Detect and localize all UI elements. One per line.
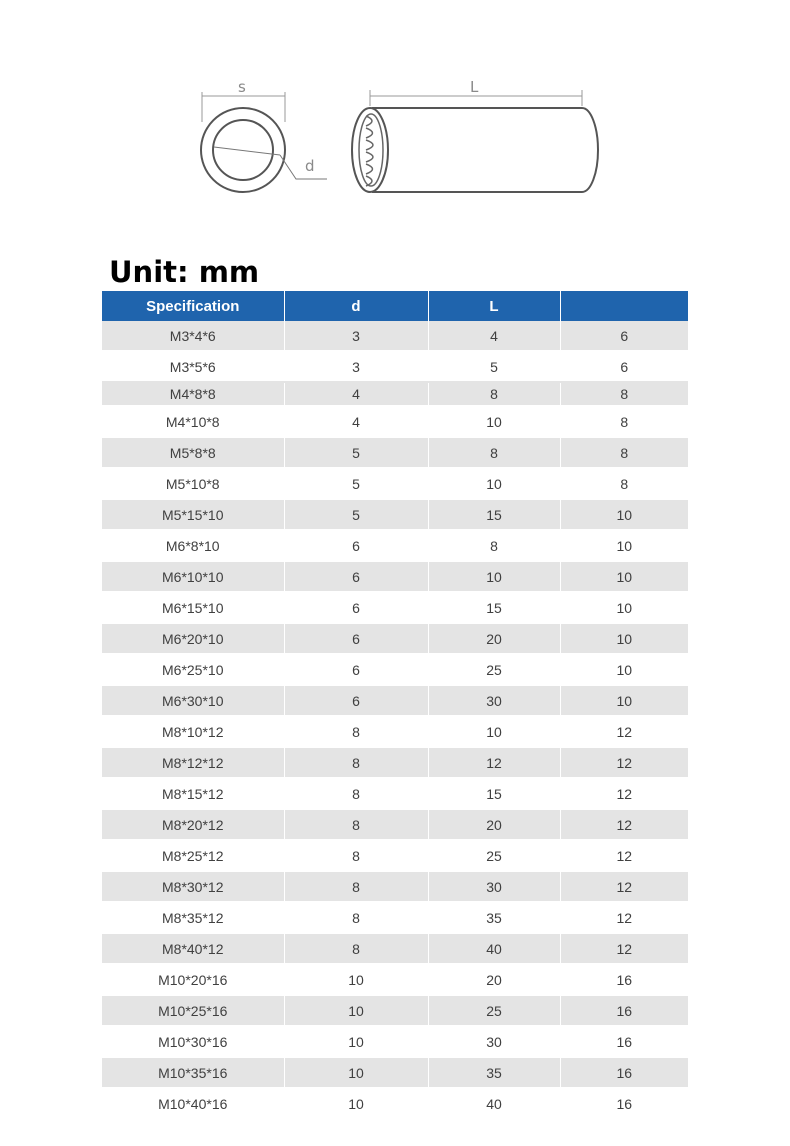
- cell-s: 12: [560, 747, 688, 778]
- cell-s: 8: [560, 437, 688, 468]
- table-header-row: [102, 291, 688, 321]
- table-row: [102, 561, 688, 592]
- cell-l: 15: [428, 592, 560, 623]
- cell-l: 12: [428, 747, 560, 778]
- cell-d: 6: [284, 623, 428, 654]
- cell-l: 40: [428, 1088, 560, 1119]
- cell-specification: M4*8*8: [102, 382, 284, 406]
- cell-s: 12: [560, 933, 688, 964]
- cell-specification: M10*35*16: [102, 1057, 284, 1088]
- cell-s: 12: [560, 716, 688, 747]
- cell-l: 20: [428, 964, 560, 995]
- cell-s: 12: [560, 809, 688, 840]
- header-s: [560, 291, 688, 321]
- cell-d: 5: [284, 468, 428, 499]
- cell-specification: M10*25*16: [102, 995, 284, 1026]
- cell-d: 4: [284, 382, 428, 406]
- cell-s: 10: [560, 561, 688, 592]
- header-l: L: [428, 291, 560, 321]
- table-row: [102, 499, 688, 530]
- cell-specification: M8*10*12: [102, 716, 284, 747]
- cell-d: 8: [284, 840, 428, 871]
- label-d: d: [305, 157, 315, 175]
- cell-d: 3: [284, 321, 428, 351]
- cell-d: 6: [284, 654, 428, 685]
- cell-l: 25: [428, 654, 560, 685]
- cell-d: 3: [284, 351, 428, 382]
- table-row: [102, 871, 688, 902]
- cell-d: 8: [284, 716, 428, 747]
- cell-specification: M6*15*10: [102, 592, 284, 623]
- table-row: [102, 592, 688, 623]
- cell-s: 12: [560, 871, 688, 902]
- cell-s: 16: [560, 964, 688, 995]
- cell-specification: M8*12*12: [102, 747, 284, 778]
- side-view: [352, 78, 598, 192]
- table-row: [102, 530, 688, 561]
- cell-l: 10: [428, 561, 560, 592]
- table-row: [102, 654, 688, 685]
- table-row: [102, 902, 688, 933]
- cell-l: 35: [428, 1057, 560, 1088]
- cell-specification: M6*8*10: [102, 530, 284, 561]
- cell-d: 8: [284, 809, 428, 840]
- cell-l: 8: [428, 530, 560, 561]
- cell-s: 6: [560, 321, 688, 351]
- cell-specification: M8*25*12: [102, 840, 284, 871]
- cell-s: 8: [560, 382, 688, 406]
- table-row: [102, 995, 688, 1026]
- coupling-nut-diagram: [0, 0, 790, 235]
- cell-l: 10: [428, 406, 560, 437]
- cell-specification: M6*30*10: [102, 685, 284, 716]
- cell-s: 10: [560, 530, 688, 561]
- cell-s: 10: [560, 592, 688, 623]
- cell-s: 10: [560, 654, 688, 685]
- table-row: [102, 933, 688, 964]
- end-view: [201, 78, 327, 192]
- cell-d: 5: [284, 437, 428, 468]
- table-row: [102, 468, 688, 499]
- table-row: [102, 809, 688, 840]
- cell-d: 8: [284, 747, 428, 778]
- table-row: [102, 382, 688, 406]
- table-row: [102, 406, 688, 437]
- table-row: [102, 1088, 688, 1119]
- cell-s: 8: [560, 468, 688, 499]
- cell-specification: M6*20*10: [102, 623, 284, 654]
- table-row: [102, 964, 688, 995]
- cell-l: 35: [428, 902, 560, 933]
- cell-d: 10: [284, 964, 428, 995]
- cell-d: 6: [284, 530, 428, 561]
- cell-specification: M10*30*16: [102, 1026, 284, 1057]
- cell-d: 5: [284, 499, 428, 530]
- cell-d: 6: [284, 561, 428, 592]
- cell-specification: M10*20*16: [102, 964, 284, 995]
- cell-d: 8: [284, 933, 428, 964]
- cell-l: 8: [428, 437, 560, 468]
- table-row: [102, 716, 688, 747]
- cell-s: 8: [560, 406, 688, 437]
- cell-specification: M8*40*12: [102, 933, 284, 964]
- cell-s: 12: [560, 902, 688, 933]
- cell-s: 12: [560, 778, 688, 809]
- cell-specification: M8*15*12: [102, 778, 284, 809]
- cell-specification: M6*10*10: [102, 561, 284, 592]
- cell-specification: M8*20*12: [102, 809, 284, 840]
- cell-s: 12: [560, 840, 688, 871]
- cell-l: 40: [428, 933, 560, 964]
- label-s: s: [238, 78, 246, 96]
- cell-specification: M5*10*8: [102, 468, 284, 499]
- cell-l: 15: [428, 499, 560, 530]
- table-row: [102, 747, 688, 778]
- table-row: [102, 1026, 688, 1057]
- cell-s: 16: [560, 1057, 688, 1088]
- cell-l: 30: [428, 1026, 560, 1057]
- cell-s: 16: [560, 1026, 688, 1057]
- cell-l: 8: [428, 382, 560, 406]
- cell-specification: M3*5*6: [102, 351, 284, 382]
- cell-d: 6: [284, 685, 428, 716]
- cell-specification: M8*35*12: [102, 902, 284, 933]
- cell-l: 25: [428, 995, 560, 1026]
- cell-l: 20: [428, 623, 560, 654]
- cell-l: 10: [428, 716, 560, 747]
- cell-l: 30: [428, 871, 560, 902]
- specification-table: [102, 291, 688, 1120]
- cell-l: 30: [428, 685, 560, 716]
- header-specification: Specification: [102, 291, 284, 321]
- cell-s: 6: [560, 351, 688, 382]
- cell-l: 20: [428, 809, 560, 840]
- cell-l: 15: [428, 778, 560, 809]
- table-row: [102, 321, 688, 351]
- cell-d: 6: [284, 592, 428, 623]
- unit-title: Unit: mm: [109, 255, 260, 289]
- table-row: [102, 840, 688, 871]
- cell-specification: M3*4*6: [102, 321, 284, 351]
- cell-s: 16: [560, 1088, 688, 1119]
- cell-d: 10: [284, 1026, 428, 1057]
- table-row: [102, 437, 688, 468]
- cell-specification: M8*30*12: [102, 871, 284, 902]
- table-row: [102, 1057, 688, 1088]
- cell-d: 10: [284, 995, 428, 1026]
- cell-d: 8: [284, 902, 428, 933]
- cell-specification: M5*15*10: [102, 499, 284, 530]
- cell-l: 25: [428, 840, 560, 871]
- cell-specification: M4*10*8: [102, 406, 284, 437]
- table-row: [102, 351, 688, 382]
- cell-d: 4: [284, 406, 428, 437]
- cell-d: 10: [284, 1088, 428, 1119]
- cell-specification: M5*8*8: [102, 437, 284, 468]
- cell-d: 10: [284, 1057, 428, 1088]
- table-row: [102, 685, 688, 716]
- cell-l: 4: [428, 321, 560, 351]
- table-row: [102, 778, 688, 809]
- header-d: d: [284, 291, 428, 321]
- cell-d: 8: [284, 778, 428, 809]
- cell-s: 10: [560, 623, 688, 654]
- cell-specification: M10*40*16: [102, 1088, 284, 1119]
- cell-l: 10: [428, 468, 560, 499]
- cell-l: 5: [428, 351, 560, 382]
- table-row: [102, 623, 688, 654]
- cell-s: 16: [560, 995, 688, 1026]
- cell-s: 10: [560, 499, 688, 530]
- cell-specification: M6*25*10: [102, 654, 284, 685]
- cell-s: 10: [560, 685, 688, 716]
- cell-d: 8: [284, 871, 428, 902]
- label-l: L: [470, 78, 479, 96]
